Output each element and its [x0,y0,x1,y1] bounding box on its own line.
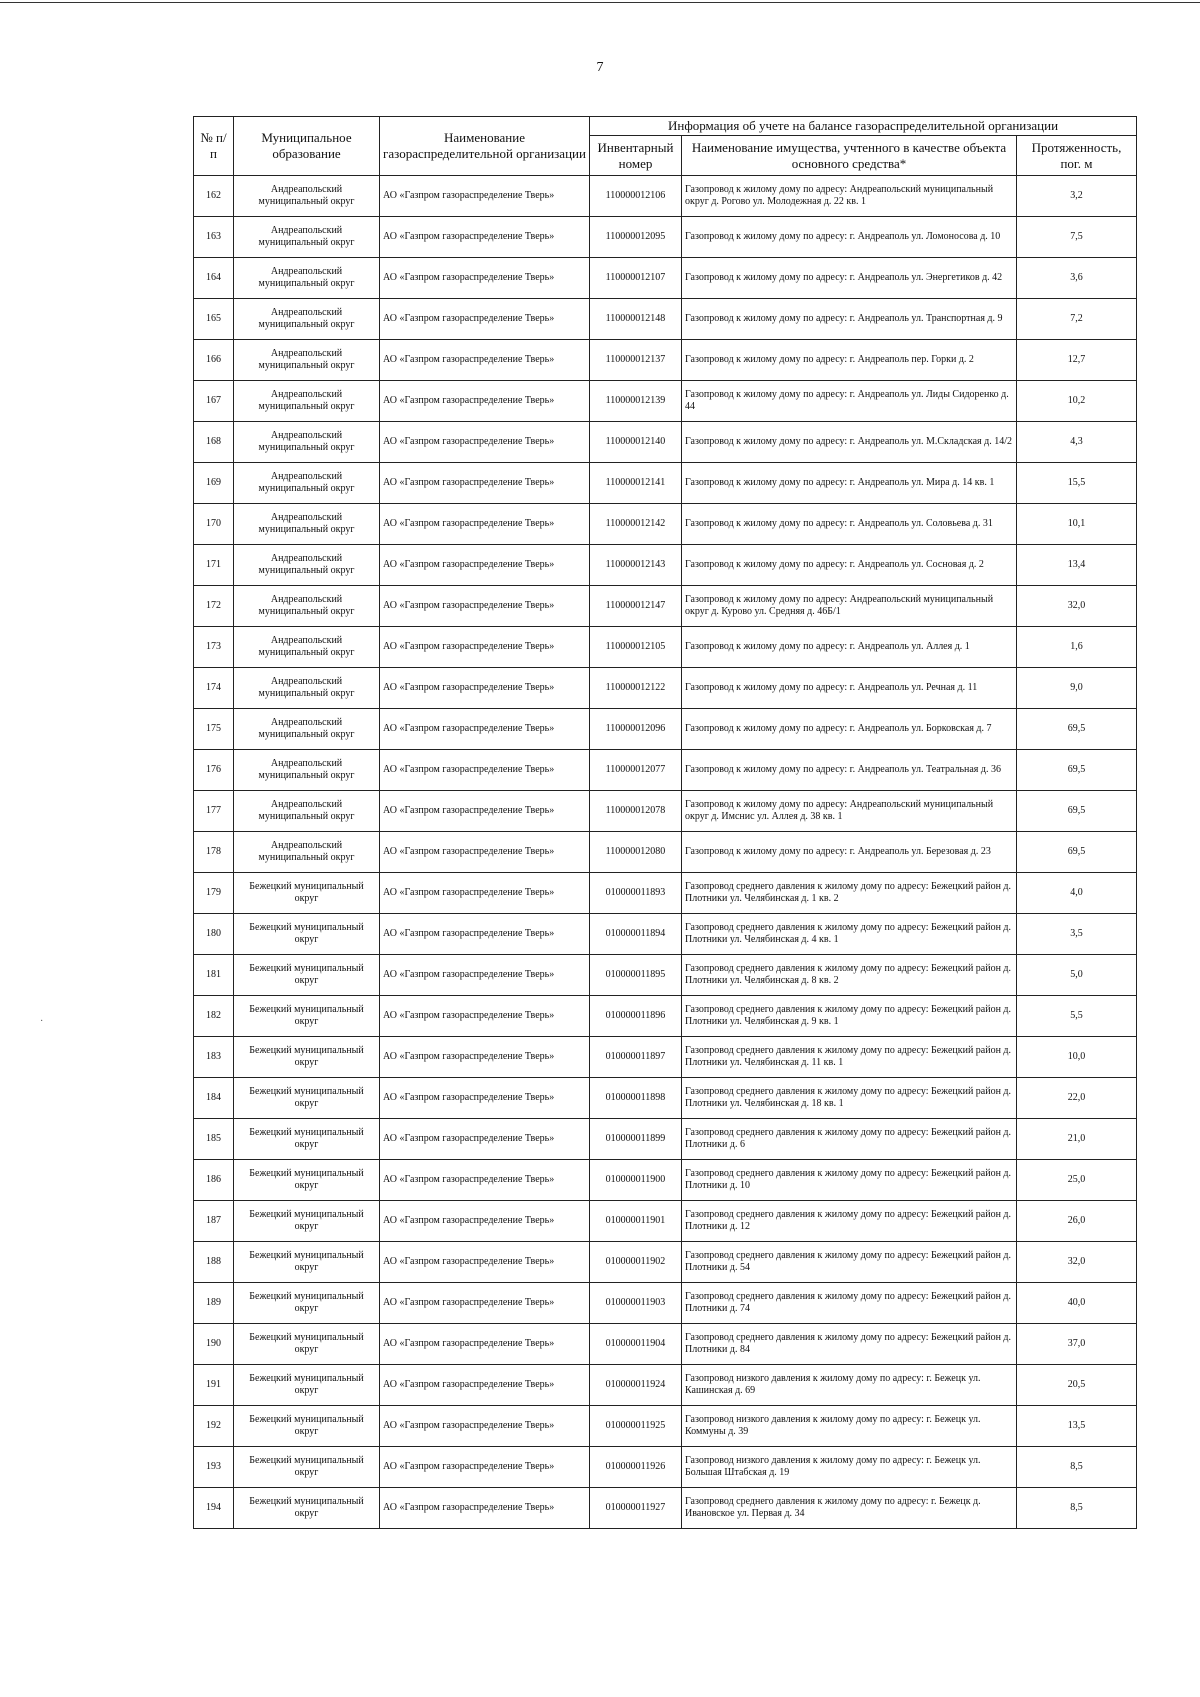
row-number: 193 [194,1447,234,1488]
row-number: 166 [194,340,234,381]
organization-cell: АО «Газпром газораспределение Тверь» [380,545,590,586]
length-cell: 69,5 [1017,709,1137,750]
organization-cell: АО «Газпром газораспределение Тверь» [380,1283,590,1324]
municipality-cell: Бежецкий муниципальный округ [234,955,380,996]
length-cell: 4,3 [1017,422,1137,463]
property-name-cell: Газопровод низкого давления к жилому дому по адресу: г. Бежецк ул. Кашинская д. 69 [682,1365,1017,1406]
length-cell: 32,0 [1017,586,1137,627]
inventory-number-cell: 110000012096 [590,709,682,750]
property-name-cell: Газопровод к жилому дому по адресу: г. Андреаполь ул. Борковская д. 7 [682,709,1017,750]
municipality-cell: Андреапольский муниципальный округ [234,504,380,545]
organization-cell: АО «Газпром газораспределение Тверь» [380,176,590,217]
municipality-cell: Андреапольский муниципальный округ [234,545,380,586]
row-number: 189 [194,1283,234,1324]
table-row [194,832,1137,873]
length-cell: 22,0 [1017,1078,1137,1119]
length-cell: 5,5 [1017,996,1137,1037]
inventory-number-cell: 110000012105 [590,627,682,668]
length-cell: 69,5 [1017,750,1137,791]
row-number: 190 [194,1324,234,1365]
row-number: 192 [194,1406,234,1447]
organization-cell: АО «Газпром газораспределение Тверь» [380,1119,590,1160]
length-cell: 10,1 [1017,504,1137,545]
table-row [194,340,1137,381]
municipality-cell: Андреапольский муниципальный округ [234,709,380,750]
length-cell: 26,0 [1017,1201,1137,1242]
municipality-cell: Бежецкий муниципальный округ [234,914,380,955]
property-name-cell: Газопровод к жилому дому по адресу: г. Андреаполь ул. Речная д. 11 [682,668,1017,709]
organization-cell: АО «Газпром газораспределение Тверь» [380,1447,590,1488]
row-number: 185 [194,1119,234,1160]
property-name-cell: Газопровод среднего давления к жилому дому по адресу: Бежецкий район д. Плотники д. 84 [682,1324,1017,1365]
table-body [194,176,1137,1529]
property-name-cell: Газопровод к жилому дому по адресу: г. Андреаполь пер. Горки д. 2 [682,340,1017,381]
organization-cell: АО «Газпром газораспределение Тверь» [380,1365,590,1406]
row-number: 194 [194,1488,234,1529]
organization-cell: АО «Газпром газораспределение Тверь» [380,627,590,668]
property-name-cell: Газопровод среднего давления к жилому дому по адресу: Бежецкий район д. Плотники ул. Челябинская д. 11 кв. 1 [682,1037,1017,1078]
table-row [194,1119,1137,1160]
inventory-number-cell: 110000012143 [590,545,682,586]
organization-cell: АО «Газпром газораспределение Тверь» [380,1037,590,1078]
inventory-number-cell: 110000012080 [590,832,682,873]
length-cell: 7,5 [1017,217,1137,258]
inventory-number-cell: 010000011902 [590,1242,682,1283]
table-row [194,381,1137,422]
organization-cell: АО «Газпром газораспределение Тверь» [380,504,590,545]
table-row [194,914,1137,955]
page-number: 7 [596,60,604,75]
table-row [194,1242,1137,1283]
length-cell: 10,0 [1017,1037,1137,1078]
length-cell: 10,2 [1017,381,1137,422]
inventory-number-cell: 010000011927 [590,1488,682,1529]
municipality-cell: Бежецкий муниципальный округ [234,1365,380,1406]
inventory-number-cell: 110000012148 [590,299,682,340]
municipality-cell: Андреапольский муниципальный округ [234,258,380,299]
organization-cell: АО «Газпром газораспределение Тверь» [380,586,590,627]
inventory-number-cell: 010000011899 [590,1119,682,1160]
top-rule [0,2,1200,3]
organization-cell: АО «Газпром газораспределение Тверь» [380,299,590,340]
organization-cell: АО «Газпром газораспределение Тверь» [380,463,590,504]
table-row [194,1365,1137,1406]
row-number: 183 [194,1037,234,1078]
length-cell: 37,0 [1017,1324,1137,1365]
municipality-cell: Бежецкий муниципальный округ [234,1037,380,1078]
length-cell: 13,5 [1017,1406,1137,1447]
length-cell: 3,6 [1017,258,1137,299]
table-row [194,1201,1137,1242]
table-row [194,873,1137,914]
organization-cell: АО «Газпром газораспределение Тверь» [380,873,590,914]
length-cell: 15,5 [1017,463,1137,504]
row-number: 177 [194,791,234,832]
table-row [194,258,1137,299]
table-row [194,996,1137,1037]
property-name-cell: Газопровод среднего давления к жилому дому по адресу: Бежецкий район д. Плотники ул. Челябинская д. 18 кв. 1 [682,1078,1017,1119]
table-row [194,668,1137,709]
row-number: 164 [194,258,234,299]
inventory-number-cell: 010000011898 [590,1078,682,1119]
inventory-number-cell: 110000012137 [590,340,682,381]
organization-cell: АО «Газпром газораспределение Тверь» [380,217,590,258]
property-name-cell: Газопровод к жилому дому по адресу: Андреапольский муниципальный округ д. Имснис ул. Аллея д. 38 кв. 1 [682,791,1017,832]
length-cell: 7,2 [1017,299,1137,340]
property-name-cell: Газопровод среднего давления к жилому дому по адресу: Бежецкий район д. Плотники ул. Челябинская д. 4 кв. 1 [682,914,1017,955]
length-cell: 69,5 [1017,791,1137,832]
municipality-cell: Андреапольский муниципальный округ [234,381,380,422]
inventory-number-cell: 110000012140 [590,422,682,463]
organization-cell: АО «Газпром газораспределение Тверь» [380,1406,590,1447]
inventory-number-cell: 110000012147 [590,586,682,627]
inventory-number-cell: 010000011926 [590,1447,682,1488]
municipality-cell: Андреапольский муниципальный округ [234,791,380,832]
table-row [194,750,1137,791]
table-row [194,1488,1137,1529]
table-row [194,1037,1137,1078]
municipality-cell: Бежецкий муниципальный округ [234,1488,380,1529]
municipality-cell: Бежецкий муниципальный округ [234,873,380,914]
header-length: Протяженность, пог. м [1017,136,1137,176]
property-name-cell: Газопровод к жилому дому по адресу: Андреапольский муниципальный округ д. Рогово ул. Молодежная д. 22 кв. 1 [682,176,1017,217]
row-number: 176 [194,750,234,791]
inventory-number-cell: 010000011900 [590,1160,682,1201]
municipality-cell: Андреапольский муниципальный округ [234,422,380,463]
table-row [194,1160,1137,1201]
length-cell: 12,7 [1017,340,1137,381]
table-row [194,1406,1137,1447]
organization-cell: АО «Газпром газораспределение Тверь» [380,832,590,873]
table-row [194,504,1137,545]
municipality-cell: Бежецкий муниципальный округ [234,1201,380,1242]
header-balance-group: Информация об учете на балансе газораспределительной организации [590,117,1137,136]
inventory-number-cell: 010000011924 [590,1365,682,1406]
row-number: 171 [194,545,234,586]
table-row [194,709,1137,750]
inventory-number-cell: 110000012139 [590,381,682,422]
municipality-cell: Бежецкий муниципальный округ [234,1078,380,1119]
row-number: 188 [194,1242,234,1283]
inventory-number-cell: 110000012107 [590,258,682,299]
property-name-cell: Газопровод к жилому дому по адресу: г. Андреаполь ул. Лиды Сидоренко д. 44 [682,381,1017,422]
row-number: 173 [194,627,234,668]
municipality-cell: Андреапольский муниципальный округ [234,627,380,668]
municipality-cell: Андреапольский муниципальный округ [234,299,380,340]
table-row [194,1078,1137,1119]
inventory-number-cell: 010000011896 [590,996,682,1037]
inventory-number-cell: 110000012077 [590,750,682,791]
inventory-number-cell: 110000012141 [590,463,682,504]
property-name-cell: Газопровод к жилому дому по адресу: г. Андреаполь ул. Мира д. 14 кв. 1 [682,463,1017,504]
header-municipality: Муниципальное образование [234,117,380,176]
organization-cell: АО «Газпром газораспределение Тверь» [380,381,590,422]
municipality-cell: Андреапольский муниципальный округ [234,176,380,217]
organization-cell: АО «Газпром газораспределение Тверь» [380,1242,590,1283]
length-cell: 3,2 [1017,176,1137,217]
municipality-cell: Андреапольский муниципальный округ [234,668,380,709]
property-name-cell: Газопровод низкого давления к жилому дому по адресу: г. Бежецк ул. Коммуны д. 39 [682,1406,1017,1447]
scan-mark: · [40,1016,44,1027]
table-row [194,176,1137,217]
inventory-number-cell: 110000012095 [590,217,682,258]
length-cell: 8,5 [1017,1488,1137,1529]
municipality-cell: Бежецкий муниципальный округ [234,1119,380,1160]
row-number: 165 [194,299,234,340]
row-number: 184 [194,1078,234,1119]
table-row [194,1283,1137,1324]
organization-cell: АО «Газпром газораспределение Тверь» [380,914,590,955]
row-number: 179 [194,873,234,914]
inventory-number-cell: 010000011895 [590,955,682,996]
row-number: 181 [194,955,234,996]
organization-cell: АО «Газпром газораспределение Тверь» [380,1160,590,1201]
inventory-number-cell: 010000011901 [590,1201,682,1242]
row-number: 170 [194,504,234,545]
header-inventory: Инвентарный номер [590,136,682,176]
table-row [194,217,1137,258]
property-name-cell: Газопровод к жилому дому по адресу: г. Андреаполь ул. Транспортная д. 9 [682,299,1017,340]
property-register-table [193,116,1137,1529]
table-row [194,791,1137,832]
municipality-cell: Андреапольский муниципальный округ [234,586,380,627]
table-row [194,545,1137,586]
header-num: № п/п [194,117,234,176]
municipality-cell: Андреапольский муниципальный округ [234,340,380,381]
length-cell: 20,5 [1017,1365,1137,1406]
length-cell: 25,0 [1017,1160,1137,1201]
municipality-cell: Бежецкий муниципальный округ [234,1406,380,1447]
property-name-cell: Газопровод к жилому дому по адресу: г. Андреаполь ул. Ломоносова д. 10 [682,217,1017,258]
table-row [194,1324,1137,1365]
property-name-cell: Газопровод среднего давления к жилому дому по адресу: Бежецкий район д. Плотники д. 10 [682,1160,1017,1201]
row-number: 186 [194,1160,234,1201]
property-name-cell: Газопровод среднего давления к жилому дому по адресу: Бежецкий район д. Плотники ул. Челябинская д. 1 кв. 2 [682,873,1017,914]
inventory-number-cell: 010000011903 [590,1283,682,1324]
row-number: 187 [194,1201,234,1242]
organization-cell: АО «Газпром газораспределение Тверь» [380,750,590,791]
length-cell: 69,5 [1017,832,1137,873]
length-cell: 4,0 [1017,873,1137,914]
row-number: 169 [194,463,234,504]
property-name-cell: Газопровод к жилому дому по адресу: г. Андреаполь ул. Березовая д. 23 [682,832,1017,873]
length-cell: 40,0 [1017,1283,1137,1324]
municipality-cell: Бежецкий муниципальный округ [234,1324,380,1365]
organization-cell: АО «Газпром газораспределение Тверь» [380,1078,590,1119]
table-row [194,299,1137,340]
table-row [194,586,1137,627]
inventory-number-cell: 010000011893 [590,873,682,914]
length-cell: 1,6 [1017,627,1137,668]
property-name-cell: Газопровод среднего давления к жилому дому по адресу: Бежецкий район д. Плотники д. 12 [682,1201,1017,1242]
municipality-cell: Бежецкий муниципальный округ [234,996,380,1037]
inventory-number-cell: 110000012142 [590,504,682,545]
row-number: 182 [194,996,234,1037]
property-name-cell: Газопровод среднего давления к жилому дому по адресу: Бежецкий район д. Плотники д. 54 [682,1242,1017,1283]
length-cell: 21,0 [1017,1119,1137,1160]
length-cell: 13,4 [1017,545,1137,586]
organization-cell: АО «Газпром газораспределение Тверь» [380,791,590,832]
property-name-cell: Газопровод среднего давления к жилому дому по адресу: Бежецкий район д. Плотники д. 6 [682,1119,1017,1160]
header-org: Наименование газораспределительной организации [380,117,590,176]
row-number: 178 [194,832,234,873]
inventory-number-cell: 010000011904 [590,1324,682,1365]
length-cell: 3,5 [1017,914,1137,955]
organization-cell: АО «Газпром газораспределение Тверь» [380,1201,590,1242]
organization-cell: АО «Газпром газораспределение Тверь» [380,668,590,709]
length-cell: 32,0 [1017,1242,1137,1283]
table-row [194,1447,1137,1488]
inventory-number-cell: 110000012122 [590,668,682,709]
property-name-cell: Газопровод к жилому дому по адресу: г. Андреаполь ул. Сосновая д. 2 [682,545,1017,586]
property-name-cell: Газопровод к жилому дому по адресу: г. Андреаполь ул. Аллея д. 1 [682,627,1017,668]
inventory-number-cell: 010000011897 [590,1037,682,1078]
municipality-cell: Бежецкий муниципальный округ [234,1160,380,1201]
property-name-cell: Газопровод среднего давления к жилому дому по адресу: г. Бежецк д. Ивановское ул. Первая д. 34 [682,1488,1017,1529]
organization-cell: АО «Газпром газораспределение Тверь» [380,340,590,381]
property-name-cell: Газопровод к жилому дому по адресу: г. Андреаполь ул. Театральная д. 36 [682,750,1017,791]
length-cell: 8,5 [1017,1447,1137,1488]
organization-cell: АО «Газпром газораспределение Тверь» [380,422,590,463]
inventory-number-cell: 110000012106 [590,176,682,217]
inventory-number-cell: 010000011894 [590,914,682,955]
property-name-cell: Газопровод среднего давления к жилому дому по адресу: Бежецкий район д. Плотники ул. Челябинская д. 9 кв. 1 [682,996,1017,1037]
table-row [194,463,1137,504]
property-name-cell: Газопровод низкого давления к жилому дому по адресу: г. Бежецк ул. Большая Штабская д. 19 [682,1447,1017,1488]
length-cell: 9,0 [1017,668,1137,709]
table-row [194,955,1137,996]
inventory-number-cell: 110000012078 [590,791,682,832]
organization-cell: АО «Газпром газораспределение Тверь» [380,1488,590,1529]
municipality-cell: Бежецкий муниципальный округ [234,1447,380,1488]
row-number: 174 [194,668,234,709]
row-number: 167 [194,381,234,422]
municipality-cell: Андреапольский муниципальный округ [234,217,380,258]
municipality-cell: Бежецкий муниципальный округ [234,1242,380,1283]
property-name-cell: Газопровод к жилому дому по адресу: Андреапольский муниципальный округ д. Курово ул. Средняя д. 46Б/1 [682,586,1017,627]
organization-cell: АО «Газпром газораспределение Тверь» [380,1324,590,1365]
header-property: Наименование имущества, учтенного в качестве объекта основного средства* [682,136,1017,176]
municipality-cell: Андреапольский муниципальный округ [234,463,380,504]
municipality-cell: Андреапольский муниципальный округ [234,750,380,791]
table-row [194,627,1137,668]
inventory-number-cell: 010000011925 [590,1406,682,1447]
organization-cell: АО «Газпром газораспределение Тверь» [380,955,590,996]
property-name-cell: Газопровод к жилому дому по адресу: г. Андреаполь ул. М.Складская д. 14/2 [682,422,1017,463]
row-number: 172 [194,586,234,627]
organization-cell: АО «Газпром газораспределение Тверь» [380,996,590,1037]
row-number: 175 [194,709,234,750]
row-number: 163 [194,217,234,258]
row-number: 162 [194,176,234,217]
property-name-cell: Газопровод к жилому дому по адресу: г. Андреаполь ул. Энергетиков д. 42 [682,258,1017,299]
table-row [194,422,1137,463]
property-name-cell: Газопровод к жилому дому по адресу: г. Андреаполь ул. Соловьева д. 31 [682,504,1017,545]
row-number: 180 [194,914,234,955]
length-cell: 5,0 [1017,955,1137,996]
organization-cell: АО «Газпром газораспределение Тверь» [380,709,590,750]
municipality-cell: Бежецкий муниципальный округ [234,1283,380,1324]
row-number: 168 [194,422,234,463]
property-name-cell: Газопровод среднего давления к жилому дому по адресу: Бежецкий район д. Плотники ул. Челябинская д. 8 кв. 2 [682,955,1017,996]
property-name-cell: Газопровод среднего давления к жилому дому по адресу: Бежецкий район д. Плотники д. 74 [682,1283,1017,1324]
row-number: 191 [194,1365,234,1406]
header-row-main [194,117,1137,136]
municipality-cell: Андреапольский муниципальный округ [234,832,380,873]
organization-cell: АО «Газпром газораспределение Тверь» [380,258,590,299]
